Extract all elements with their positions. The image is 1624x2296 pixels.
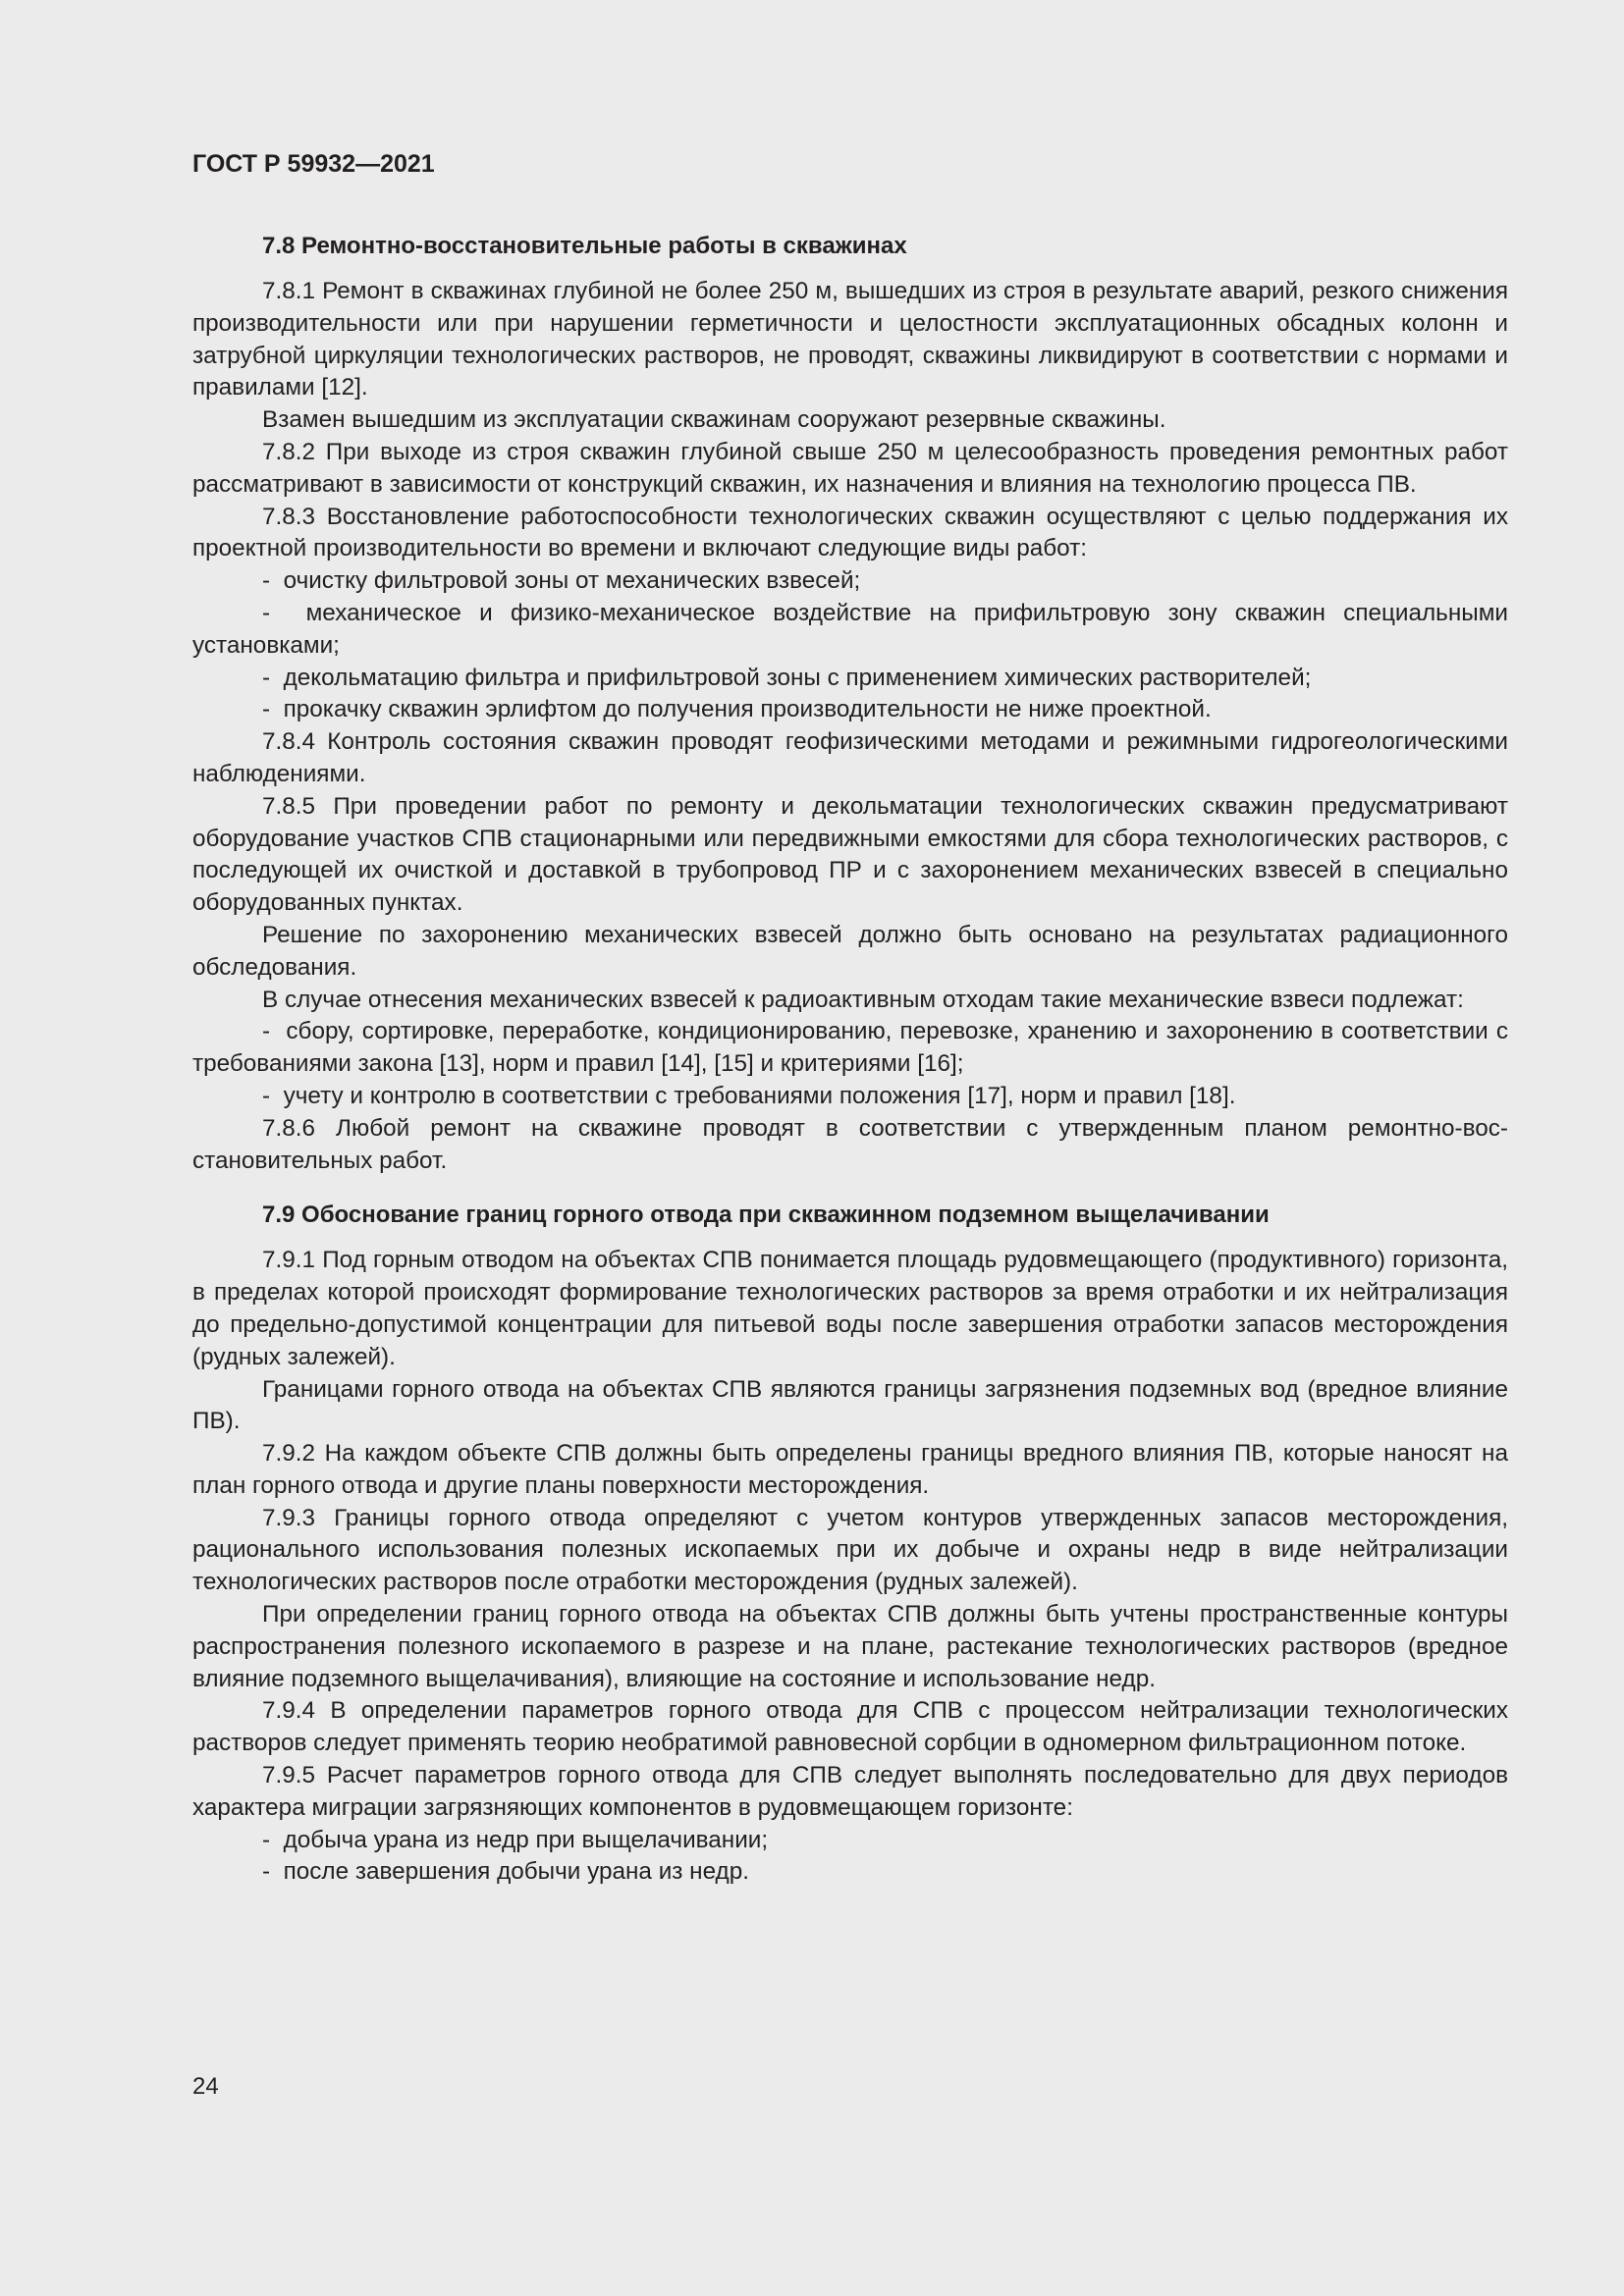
paragraph: 7.9.4 В определении параметров горного отвода для СПВ с процессом нейтрализации технологических растворов следует применять теорию необратимой равновесной сорбции в одномерном фильтрационном потоке. xyxy=(192,1697,1508,1757)
list-item: - сбору, сортировке, переработке, кондиционированию, перевозке, хранению и захоронению в соответствии с требованиями закона [13], норм и правил [14], [15] и критериями [16]; xyxy=(192,1016,1508,1081)
list-item: - прокачку скважин эрлифтом до получения производительности не ниже проектной. xyxy=(192,694,1508,726)
paragraph: 7.8.3 Восстановление работоспособности технологических скважин осуществляют с целью поддержания их проектной производительности во времени и включают следующие виды работ: xyxy=(192,503,1508,562)
paragraph: 7.8.5 При проведении работ по ремонту и декольматации технологических скважин предусматривают оборудование участков СПВ стационарными или передвижными емкостями для сбора технологических растворов, с последующей их очисткой и доставкой в трубопровод ПР и с захоронением механических взвесей в специально оборудованных пунктах. xyxy=(192,792,1508,917)
list-item: - механическое и физико-механическое воздействие на прифильтровую зону скважин специальными установками; xyxy=(192,598,1508,663)
paragraph: 7.8.1 Ремонт в скважинах глубиной не более 250 м, вышедших из строя в результате аварий, резкого снижения производительности или при нарушении герметичности и целостности эксплуатационных обсадных колонн и затрубной циркуляции технологических растворов, не проводят, скважины ликвидируют в соответствии с нормами и правилами [12]. xyxy=(192,278,1508,401)
list-item: - декольматацию фильтра и прифильтровой зоны с применением химических растворителей; xyxy=(192,663,1508,695)
paragraph: 7.9.1 Под горным отводом на объектах СПВ понимается площадь рудовмещающего (продуктивного) горизонта, в пределах которой происходят формирование технологических растворов за время отработки и их нейтрализация до предельно-допустимой концентрации для питьевой воды после завершения отработки запасов месторождения (рудных залежей). xyxy=(192,1247,1508,1370)
paragraph: 7.8.4 Контроль состояния скважин проводят геофизическими методами и режимными гидрогеологическими наблюдениями. xyxy=(192,728,1508,787)
page-number: 24 xyxy=(192,2073,219,2100)
paragraph: 7.9.3 Границы горного отвода определяют с учетом контуров утвержденных запасов месторождения, рационального использования полезных ископаемых при их добыче и охраны недр в виде нейтрализации технологических растворов после отработки месторождения (рудных залежей). xyxy=(192,1504,1508,1596)
list-item: - после завершения добычи урана из недр. xyxy=(192,1856,1508,1889)
document-body xyxy=(192,230,1508,1889)
paragraph: 7.8.2 При выходе из строя скважин глубиной свыше 250 м целесообразность проведения ремонтных работ рассматривают в зависимости от конструкций скважин, их назначения и влияния на технологию процесса ПВ. xyxy=(192,438,1508,498)
paragraph: 7.9.2 На каждом объекте СПВ должны быть определены границы вредного влияния ПВ, которые наносят на план горного отвода и другие планы поверхности месторождения. xyxy=(192,1440,1508,1499)
paragraph: 7.8.6 Любой ремонт на скважине проводят в соответствии с утвержденным планом ремонтно-восстановительных работ. xyxy=(192,1114,1508,1174)
list-item: - очистку фильтровой зоны от механических взвесей; xyxy=(192,565,1508,598)
list-item: - добыча урана из недр при выщелачивании; xyxy=(192,1825,1508,1857)
list-item: - учету и контролю в соответствии с требованиями положения [17], норм и правил [18]. xyxy=(192,1081,1508,1113)
paragraph: Решение по захоронению механических взвесей должно быть основано на результатах радиационного обследования. xyxy=(192,921,1508,981)
document-code-header: ГОСТ Р 59932—2021 xyxy=(192,150,435,178)
section-heading: 7.9 Обоснование границ горного отвода при скважинном подземном выщелачивании xyxy=(262,1201,1270,1229)
paragraph: Границами горного отвода на объектах СПВ являются границы загрязнения подземных вод (вредное влияние ПВ). xyxy=(192,1375,1508,1435)
paragraph: Взамен вышедшим из эксплуатации скважинам сооружают резервные скважины. xyxy=(262,406,1166,434)
paragraph: 7.9.5 Расчет параметров горного отвода для СПВ следует выполнять последовательно для двух периодов характера миграции загрязняющих компонентов в рудовмещающем горизонте: xyxy=(192,1762,1508,1821)
paragraph: При определении границ горного отвода на объектах СПВ должны быть учтены пространственные контуры распространения полезного ископаемого в разрезе и на плане, растекание технологических растворов (вредное влияние подземного выщелачивания), влияющие на состояние и использование недр. xyxy=(192,1601,1508,1692)
section-heading: 7.8 Ремонтно-восстановительные работы в скважинах xyxy=(262,233,907,259)
paragraph: В случае отнесения механических взвесей к радиоактивным отходам такие механические взвеси подлежат: xyxy=(262,986,1464,1013)
document-page xyxy=(192,147,1508,1889)
